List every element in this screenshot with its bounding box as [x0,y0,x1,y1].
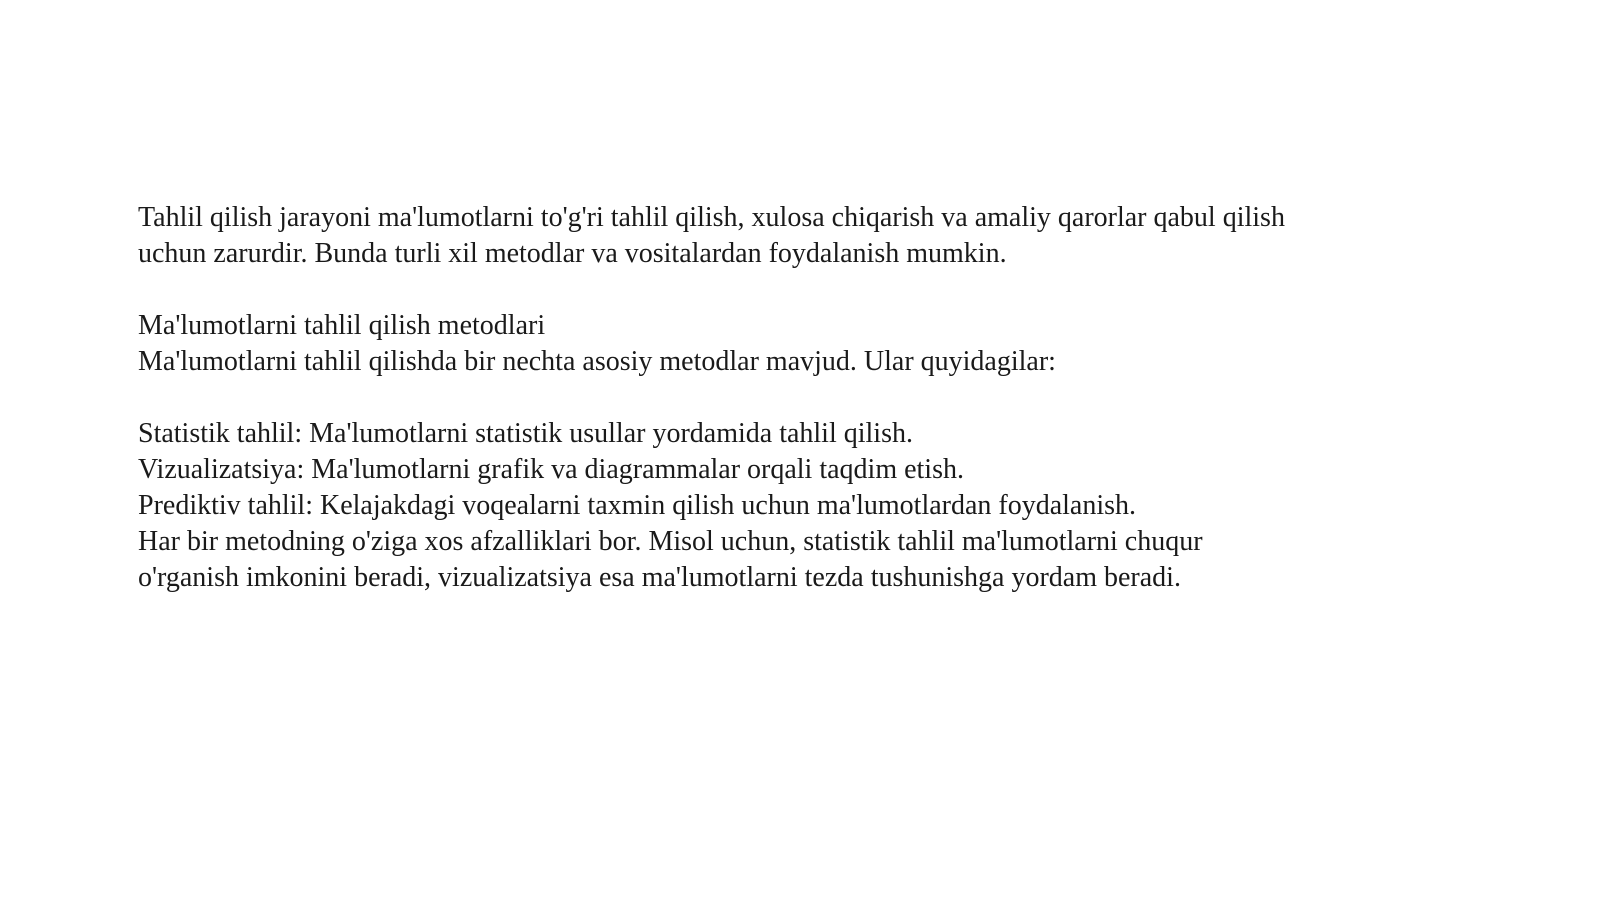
method-item-statistical: Statistik tahlil: Ma'lumotlarni statistik usullar yordamida tahlil qilish. [138,418,913,449]
section-heading: Ma'lumotlarni tahlil qilish metodlari [138,310,546,341]
method-item-predictive: Prediktiv tahlil: Kelajakdagi voqealarni taxmin qilish uchun ma'lumotlardan foydalanish. [138,490,1137,521]
slide-text-body [138,200,1438,596]
paragraph-spacer [138,380,1438,416]
intro-line-2: uchun zarurdir. Bunda turli xil metodlar va vositalardan foydalanish mumkin. [138,238,1007,269]
conclusion-line-1: Har bir metodning o'ziga xos afzalliklari bor. Misol uchun, statistik tahlil ma'lumotlarni chuqur [138,526,1203,557]
method-item-visualization: Vizualizatsiya: Ma'lumotlarni grafik va diagrammalar orqali taqdim etish. [138,454,964,485]
intro-line-1: Tahlil qilish jarayoni ma'lumotlarni to'g'ri tahlil qilish, xulosa chiqarish va amaliy qarorlar qabul qilish [138,202,1285,233]
paragraph-spacer [138,272,1438,308]
conclusion-line-2: o'rganish imkonini beradi, vizualizatsiya esa ma'lumotlarni tezda tushunishga yordam beradi. [138,562,1181,593]
section-lead: Ma'lumotlarni tahlil qilishda bir nechta asosiy metodlar mavjud. Ular quyidagilar: [138,346,1056,377]
